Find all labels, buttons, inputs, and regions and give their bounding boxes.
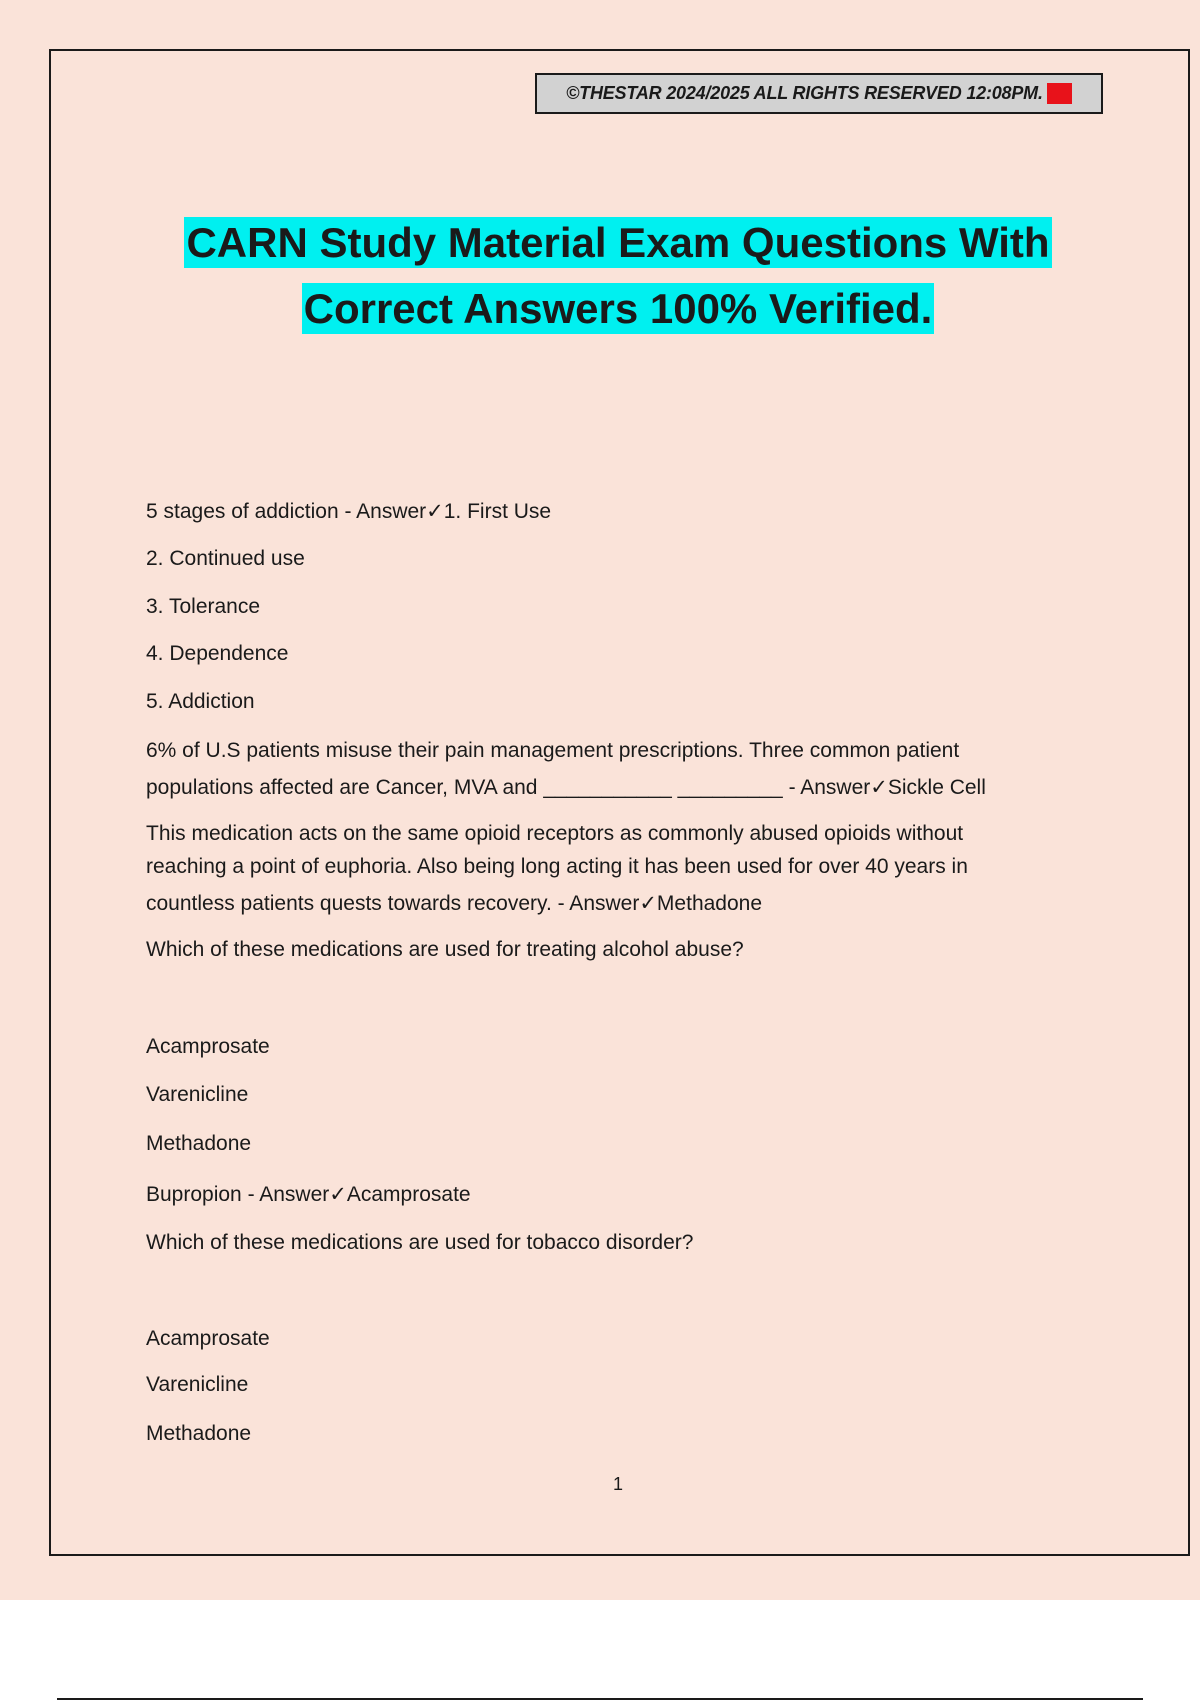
q5-question: Which of these medications are used for tobacco disorder? [146,1231,694,1254]
q4-option-1: Acamprosate [146,1035,270,1058]
q5-option-3: Methadone [146,1422,252,1445]
q5-option-2: Varenicline [146,1373,249,1396]
q1-stage-3: 3. Tolerance [146,595,261,618]
q2-line-1: 6% of U.S patients misuse their pain management prescriptions. Three common patient [146,739,960,762]
q3-line-1: This medication acts on the same opioid receptors as commonly abused opioids without [146,822,964,845]
document-title [0,210,1200,342]
q4-option-2: Varenicline [146,1083,249,1106]
q1-stage-5: 5. Addiction [146,690,255,713]
q3-line-3: countless patients quests towards recovery. - Answer✓Methadone [146,892,763,915]
q5-option-1: Acamprosate [146,1327,270,1350]
q1-stage-4: 4. Dependence [146,642,289,665]
title-line-2: Correct Answers 100% Verified. [303,285,933,332]
q4-option-4-answer: Bupropion - Answer✓Acamprosate [146,1183,471,1206]
q4-option-3: Methadone [146,1132,252,1155]
grade-badge: A+ [1047,83,1071,103]
q3-line-2: reaching a point of euphoria. Also being long acting it has been used for over 40 years in [146,855,968,878]
q1-stages-question: 5 stages of addiction - Answer✓1. First Use [146,500,552,523]
q4-question: Which of these medications are used for treating alcohol abuse? [146,938,744,961]
page-number: 1 [612,1474,623,1494]
q2-line-2: populations affected are Cancer, MVA and ___________ _________ - Answer✓Sickle Cell [146,776,986,799]
title-line-1: CARN Study Material Exam Questions With [186,219,1050,266]
q1-stage-2: 2. Continued use [146,547,305,570]
copyright-text: ©THESTAR 2024/2025 ALL RIGHTS RESERVED 12:08PM. [566,83,1043,103]
copyright-header-box [535,73,1103,114]
